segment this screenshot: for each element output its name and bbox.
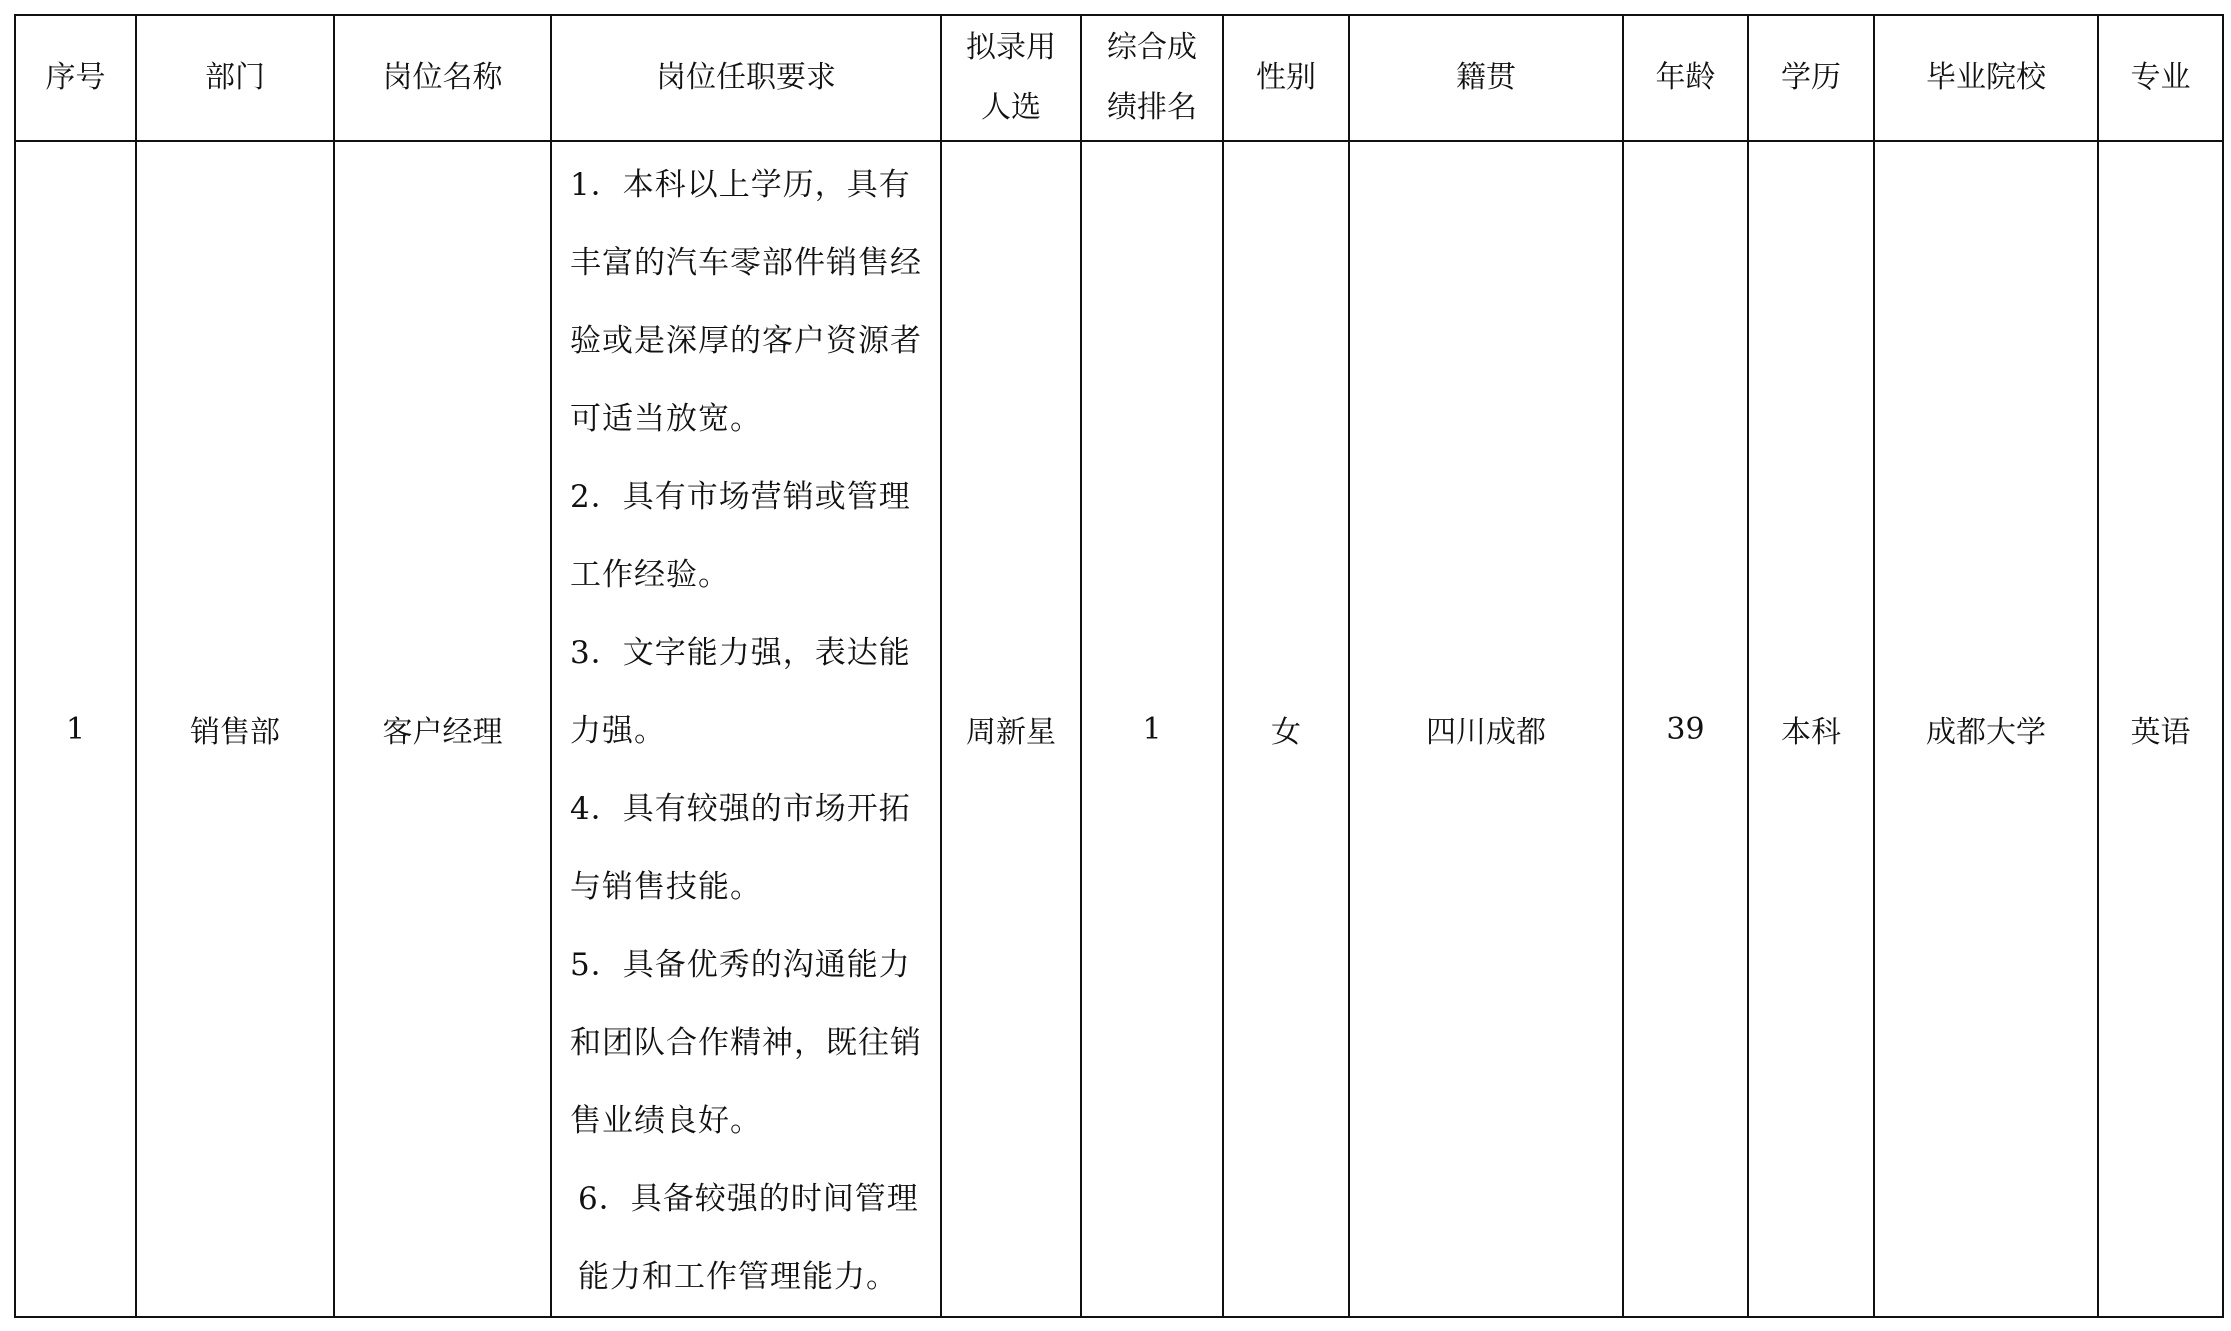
requirement-item: 6．具备较强的时间管理能力和工作管理能力。: [578, 1181, 919, 1295]
cell-major: 英语: [2098, 141, 2223, 1317]
header-candidate-line1: 拟录用: [966, 30, 1056, 65]
cell-school: 成都大学: [1874, 141, 2098, 1317]
requirement-item: 2．具有市场营销或管理工作经验。: [570, 479, 911, 593]
candidate-table: [14, 14, 2224, 1318]
requirement-item: 5．具备优秀的沟通能力和团队合作精神，既往销售业绩良好。: [570, 947, 922, 1139]
header-education: 学历: [1748, 15, 1874, 141]
header-candidate-line2: 人选: [981, 90, 1041, 125]
cell-dept: 销售部: [136, 141, 334, 1317]
cell-seq: 1: [15, 141, 136, 1317]
requirement-item: 3．文字能力强，表达能力强。: [570, 635, 911, 749]
cell-gender: 女: [1223, 141, 1349, 1317]
header-row: [15, 15, 2223, 141]
cell-rank: 1: [1081, 141, 1223, 1317]
cell-candidate: 周新星: [941, 141, 1081, 1317]
requirement-item: 1．本科以上学历，具有丰富的汽车零部件销售经验或是深厚的客户资源者可适当放宽。: [570, 167, 922, 437]
table-row: [15, 141, 2223, 1317]
header-rank-line2: 绩排名: [1107, 90, 1197, 125]
header-seq: 序号: [15, 15, 136, 141]
header-candidate: [941, 15, 1081, 141]
requirement-item: 4．具有较强的市场开拓与销售技能。: [570, 791, 911, 905]
header-major: 专业: [2098, 15, 2223, 141]
cell-age: 39: [1623, 141, 1748, 1317]
cell-origin: 四川成都: [1349, 141, 1623, 1317]
header-dept: 部门: [136, 15, 334, 141]
cell-position: 客户经理: [334, 141, 551, 1317]
cell-education: 本科: [1748, 141, 1874, 1317]
requirements-list: [570, 142, 922, 1316]
header-position: 岗位名称: [334, 15, 551, 141]
header-rank: [1081, 15, 1223, 141]
header-gender: 性别: [1223, 15, 1349, 141]
header-school: 毕业院校: [1874, 15, 2098, 141]
header-requirements: 岗位任职要求: [551, 15, 941, 141]
header-age: 年龄: [1623, 15, 1748, 141]
cell-requirements: [551, 141, 941, 1317]
header-origin: 籍贯: [1349, 15, 1623, 141]
header-rank-line1: 综合成: [1107, 30, 1197, 65]
